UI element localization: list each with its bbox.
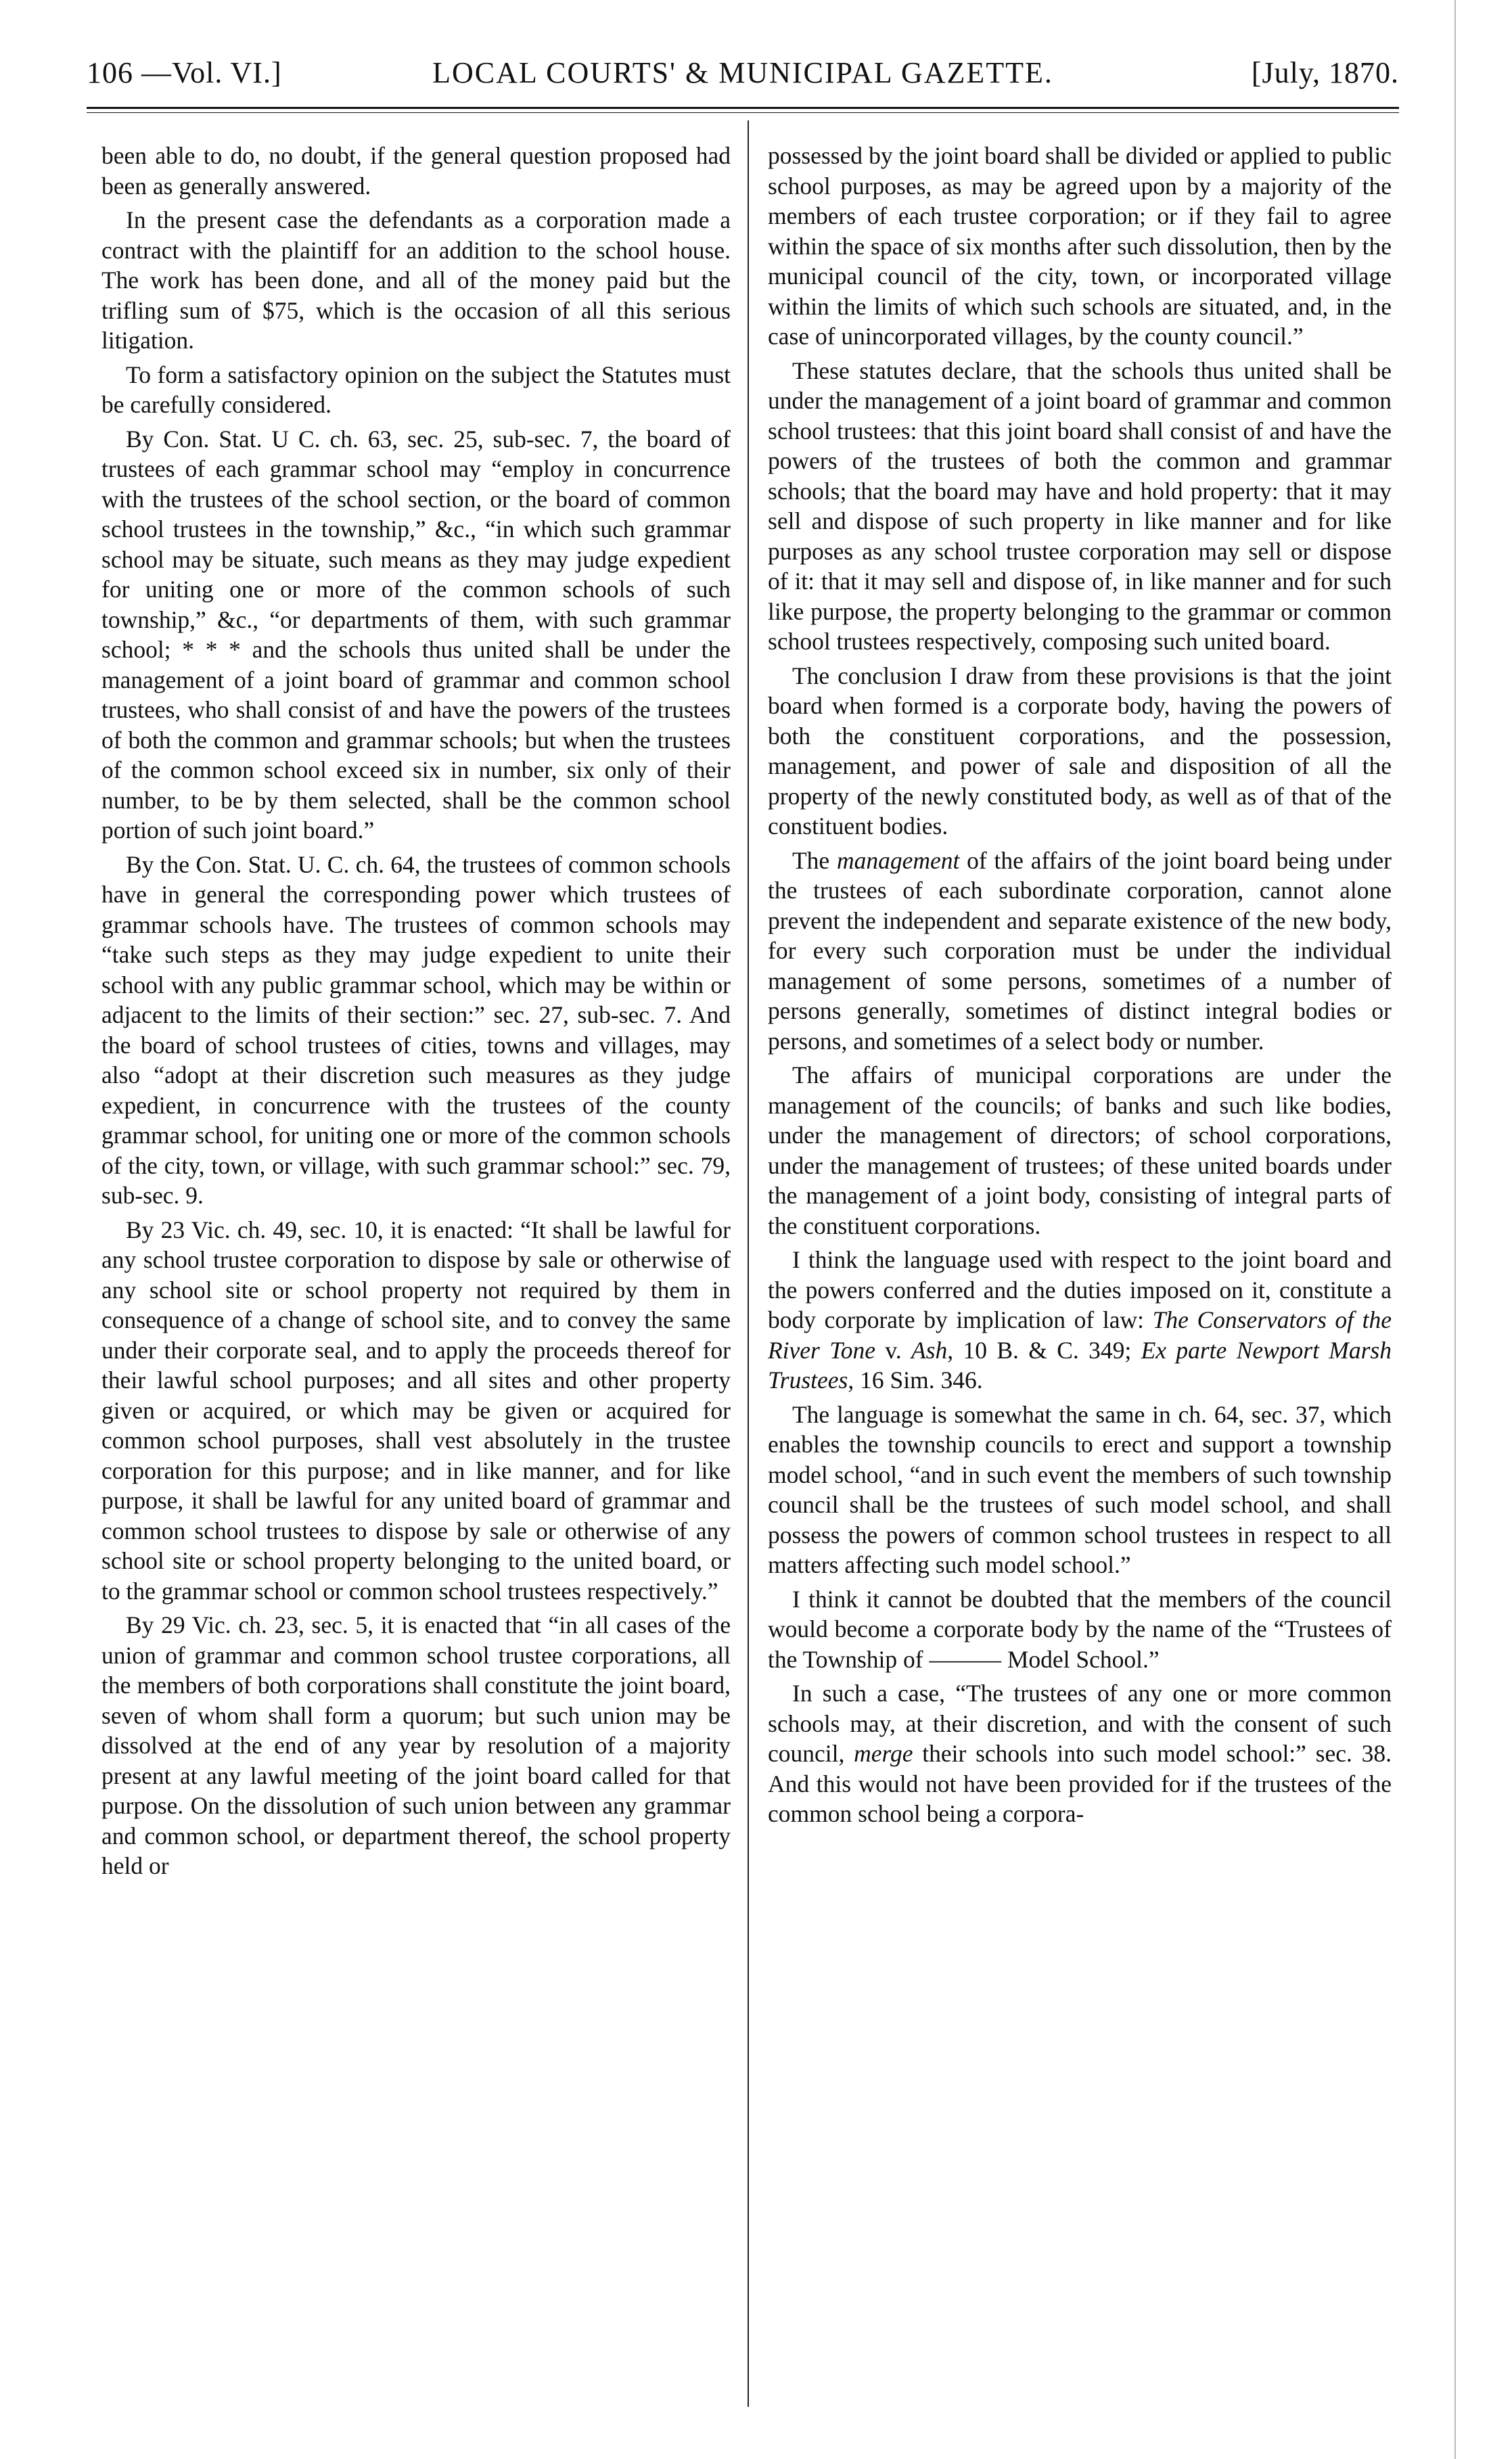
right-column [768,141,1392,1829]
paragraph: The affairs of municipal corporations are under the management of the councils; of banks and such like bodies, under the management of directors; of school corporations, under the management of trustees; of these united boards under the management of a joint body, consisting of integral parts of the constituent corporations. [768,1061,1392,1239]
paragraph: possessed by the joint board shall be divided or applied to public school purposes, as may be agreed upon by a majority of the members of each trustee corporation; or if they fail to agree within the space of six months after such dissolution, then by the municipal council of the city, town, or incorporated village within the limits of which such schools are situated, and, in the case of unincorporated villages, by the county council.” [768,142,1392,350]
column-divider [748,120,749,2407]
text-run: of the affairs of the joint board being under the trustees of each subordinate corporation, cannot alone prevent the independent and separate existence of the new body, for every such corporation must be under the individual management of some persons, sometimes of a number of persons generally, sometimes of distinct integral bodies or persons, and sometimes of a select body or number. [768,846,1392,1055]
header-rule-thin [87,112,1399,113]
paragraph [768,846,1392,1057]
emphasis: merge [854,1740,913,1767]
case-citation: Ex parte Newport Marsh Trustees [768,1336,1392,1394]
text-run: , 10 B. & C. 349; [947,1336,1141,1364]
paragraph: By 23 Vic. ch. 49, sec. 10, it is enacted: “It shall be lawful for any school trustee corporation to dispose by sale or otherwise of any school site or school property not required by them in consequence of a change of school site, and to convey the same under their corporate seal, and to apply the proceeds thereof for their lawful school purposes; and all sites and other property given or acquired, or which may be given or acquired for common school purposes, shall vest absolutely in the trustee corporation for this purpose; and in like manner, and for like purpose, it shall be lawful for any united board of grammar and common school trustees to dispose by sale or otherwise of any school site or school property belonging to the united board, or to the grammar school or common school trustees respectively.” [101,1216,731,1605]
paragraph: The conclusion I draw from these provisions is that the joint board when formed is a corporate body, having the powers of both the constituent corporations, and the possession, management, and power of sale and disposition of all the property of the newly constituted body, as well as of that of the constituent bodies. [768,662,1392,840]
case-citation: Ash [911,1336,948,1364]
publication-title: LOCAL COURTS' & MUNICIPAL GAZETTE. [432,56,1053,89]
header-rule-thick [87,107,1399,109]
page-volume: 106 —Vol. VI.] [87,56,282,89]
paragraph: By the Con. Stat. U. C. ch. 64, the trustees of common schools have in general the corresponding power which trustees of grammar schools have. The trustees of common schools may “take such steps as they may judge expedient to unite their school with any public grammar school, which may be within or adjacent to the limits of their section:” sec. 27, sub-sec. 7. And the board of school trustees of cities, towns and villages, may also “adopt at their discretion such measures as they judge expedient, in concurrence with the trustees of the county grammar school, for uniting one or more of the common schools of the city, town, or village, with such grammar school:” sec. 79, sub-sec. 9. [101,850,731,1209]
issue-date: [July, 1870. [1251,56,1399,89]
paragraph: The language is somewhat the same in ch. 64, sec. 37, which enables the township councils to erect and support a township model school, “and in such event the members of such township council shall be the trustees of such model school, and shall possess the powers of common school trustees in respect to all matters affecting such model school.” [768,1400,1392,1578]
paragraph: I think it cannot be doubted that the members of the council would become a corporate body by the name of the “Trustees of the Township of ——— Model School.” [768,1585,1392,1673]
paragraph: been able to do, no doubt, if the general question proposed had been as generally answered. [101,142,731,200]
paragraph [768,1245,1392,1396]
paragraph [768,1678,1392,1829]
text-run: v. [875,1336,911,1364]
paragraph: To form a satisfactory opinion on the subject the Statutes must be carefully considered. [101,361,731,418]
text-run: their schools into such model school:” sec. 38. And this would not have been provided for if the trustees of the common school being a corpora- [768,1740,1392,1827]
case-citation: The Conservators of the River Tone [768,1306,1392,1364]
paragraph: In the present case the defendants as a corporation made a contract with the plaintiff for an addition to the school house. The work has been done, and all of the money paid but the trifling sum of $75, which is the occasion of all this serious litigation. [101,206,731,354]
paragraph: By 29 Vic. ch. 23, sec. 5, it is enacted that “in all cases of the union of grammar and common school trustee corporations, all the members of both corporations shall constitute the joint board, seven of whom shall form a quorum; but such union may be dissolved at the end of any year by resolution of a majority present at any lawful meeting of the joint board called for that purpose. On the dissolution of such union between any grammar and common school, or department thereof, the school property held or [101,1611,731,1879]
paragraph: These statutes declare, that the schools thus united shall be under the management of a joint board of grammar and common school trustees: that this joint board shall consist of and have the powers of the trustees of both the common and grammar schools; that the board may have and hold property: that it may sell and dispose of such property in like manner and for like purposes as any school trustee corporation may sell or dispose of it: that it may sell and dispose of, in like manner and for such like purpose, the property belonging to the grammar or common school trustees respectively, composing such united board. [768,357,1392,655]
running-header [87,55,1399,97]
text-run: , 16 Sim. 346. [848,1366,983,1394]
text-run: In such a case, “The trustees of any one or more common schools may, at their discretion, and with the consent of such council, [768,1680,1392,1767]
paragraph: By Con. Stat. U C. ch. 63, sec. 25, sub-sec. 7, the board of trustees of each grammar school may “employ in concurrence with the trustees of the school section, or the board of common school trustees in the township,” &c., “in which such grammar school may be situate, such means as they may judge expedient for uniting one or more of the common schools of such township,” &c., “or departments of them, with such grammar school; * * * and the schools thus united shall be under the management of a joint board of grammar and common school trustees, who shall consist of and have the powers of the trustees of both the common and grammar schools; but when the trustees of the common school exceed six in number, six only of their number, to be by them selected, shall be the common school portion of such joint board.” [101,425,731,844]
text-run: The [792,846,837,874]
left-column [101,141,731,1881]
binding-edge [1454,0,1456,2459]
emphasis: management [836,846,960,874]
text-run: I think the language used with respect to the joint board and the powers conferred and the duties imposed on it, constitute a body corporate by implication of law: [768,1246,1392,1333]
